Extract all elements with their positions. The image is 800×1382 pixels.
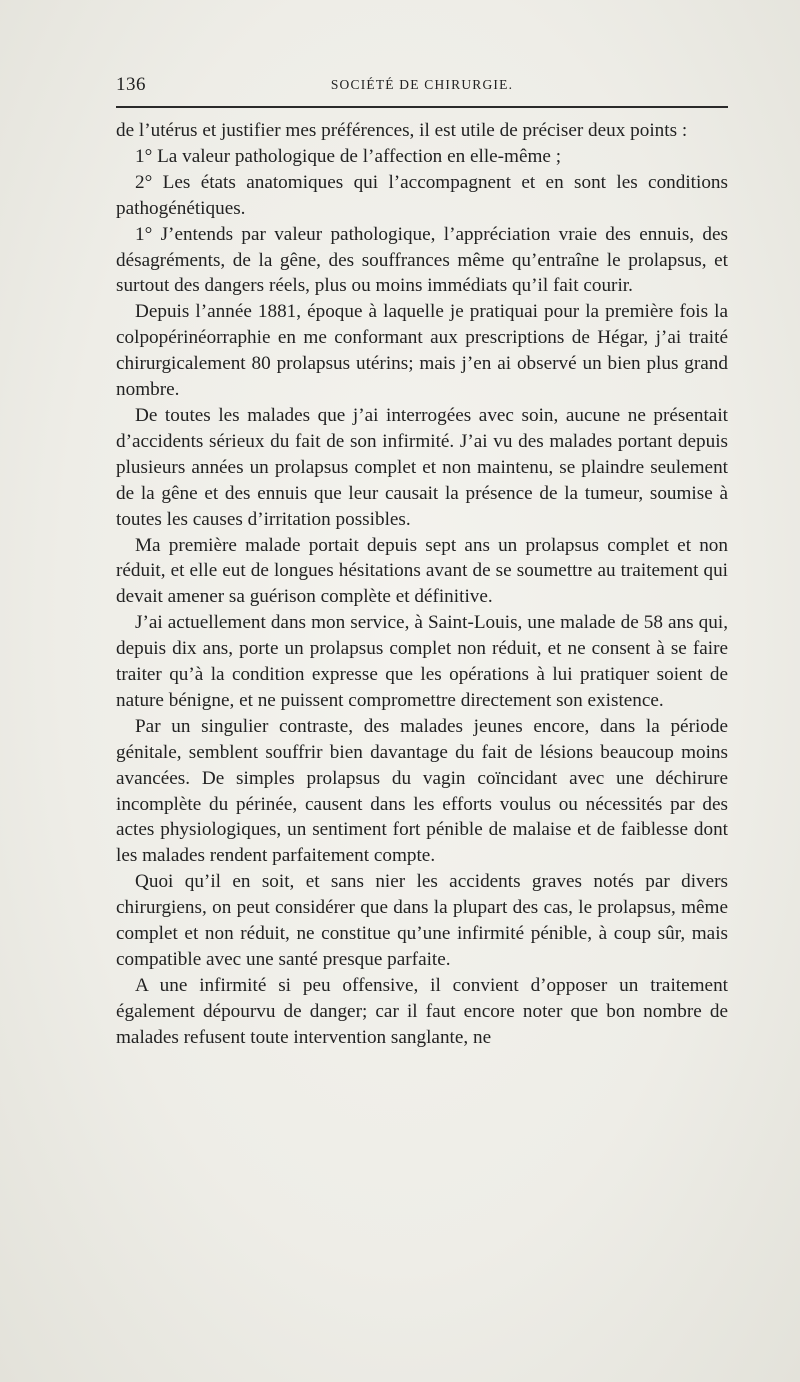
body-text bbox=[116, 118, 728, 1051]
paragraph: Par un singulier contraste, des malades jeunes encore, dans la période génitale, semblent souffrir bien davantage du fait de lésions beaucoup moins avancées. De simples prolapsus du vagin coïncidant avec une déchirure incomplète du périnée, causent dans les efforts voulus ou nécessités par des actes physiologiques, un sentiment fort pénible de malaise et de faiblesse dont les malades rendent parfaitement compte. bbox=[116, 715, 728, 867]
paragraph: Quoi qu’il en soit, et sans nier les accidents graves notés par divers chirurgiens, on peut considérer que dans la plupart des cas, le prolapsus, même complet et non réduit, ne constitue qu’une infirmité pénible, à coup sûr, mais compatible avec une santé presque parfaite. bbox=[116, 871, 728, 970]
paragraph: Ma première malade portait depuis sept ans un prolapsus complet et non réduit, et elle eut de longues hésitations avant de se soumettre au traitement qui devait amener sa guérison complète et définitive. bbox=[116, 534, 728, 608]
paragraph: de l’utérus et justifier mes préférences, il est utile de préciser deux points : bbox=[116, 120, 688, 141]
running-head: SOCIÉTÉ DE CHIRURGIE. bbox=[330, 77, 514, 92]
paragraph: 2° Les états anatomiques qui l’accompagnent et en sont les conditions pathogénétiques. bbox=[116, 171, 728, 219]
paragraph: 1° La valeur pathologique de l’affection en elle-même ; bbox=[135, 145, 562, 167]
page-number: 136 bbox=[116, 74, 146, 95]
header-rule bbox=[116, 106, 728, 108]
paragraph: 1° J’entends par valeur pathologique, l’appréciation vraie des ennuis, des désagréments, de la gêne, des souffrances même qu’entraîne le prolapsus, et surtout des dangers réels, plus ou moins immédiats qu’il fait courir. bbox=[116, 223, 728, 297]
paragraph: Depuis l’année 1881, époque à laquelle je pratiquai pour la première fois la colpopérinéorraphie en me conformant aux prescriptions de Hégar, j’ai traité chirurgicalement 80 prolapsus utérins; mais j’en ai observé un bien plus grand nombre. bbox=[116, 301, 728, 401]
paragraph: J’ai actuellement dans mon service, à Saint-Louis, une malade de 58 ans qui, depuis dix ans, porte un prolapsus complet non réduit, et ne consent à se faire traiter qu’à la condition expresse que les opérations à lui pratiquer soient de nature bénigne, et ne puissent compromettre directement son existence. bbox=[116, 612, 728, 711]
paragraph: De toutes les malades que j’ai interrogées avec soin, aucune ne présentait d’accidents sérieux du fait de son infirmité. J’ai vu des malades portant depuis plusieurs années un prolapsus complet et non maintenu, se plaindre seulement de la gêne et des ennuis que leur causait la présence de la tumeur, soumise à toutes les causes d’irritation possibles. bbox=[116, 404, 728, 530]
paragraph: A une infirmité si peu offensive, il convient d’opposer un traitement également dépourvu de danger; car il faut encore noter que bon nombre de malades refusent toute intervention sanglante, ne bbox=[116, 974, 728, 1048]
page-header bbox=[116, 74, 728, 100]
